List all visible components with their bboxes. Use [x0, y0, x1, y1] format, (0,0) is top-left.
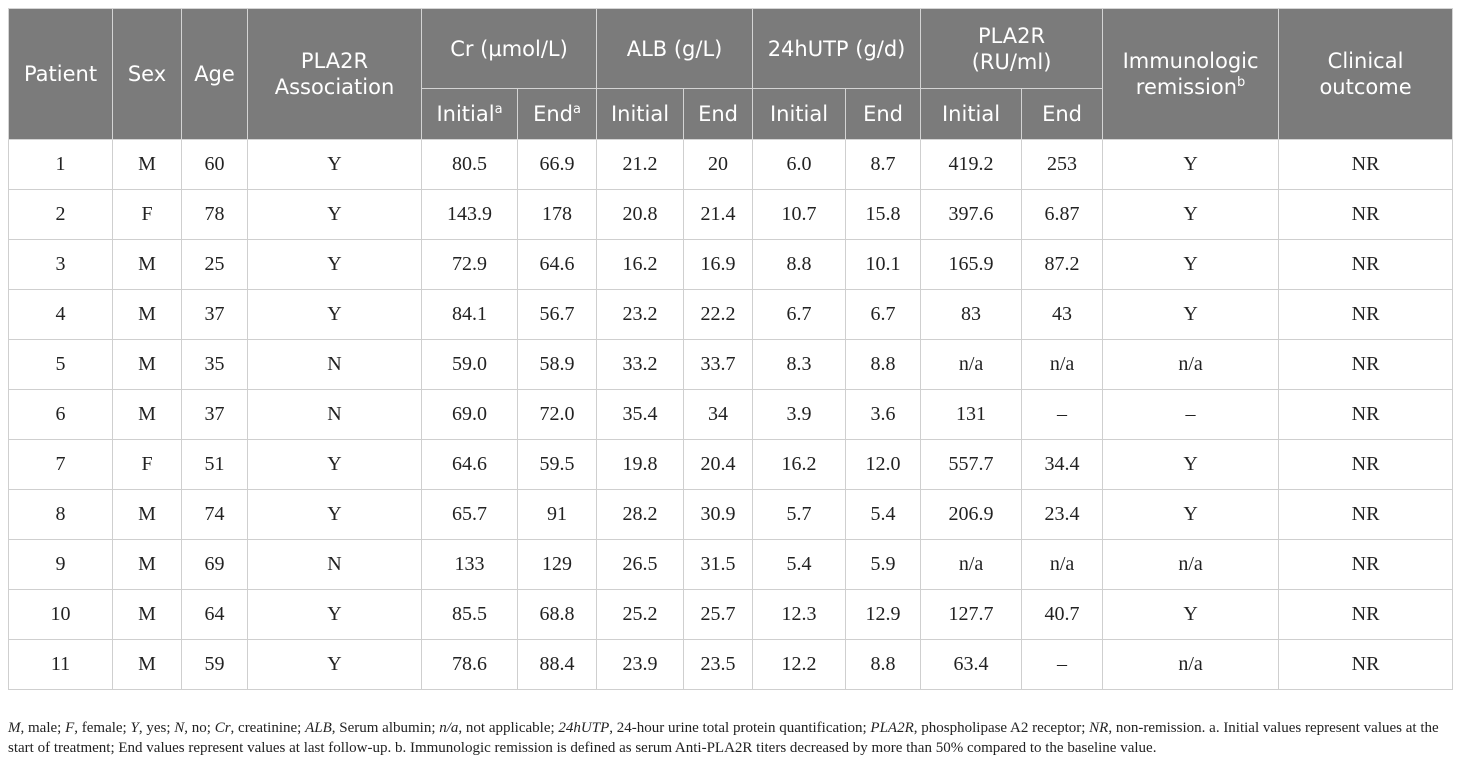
table-cell: 6.7 [846, 290, 921, 340]
table-cell: 68.8 [518, 590, 597, 640]
subheader-cr-initial: Initial$^a$ [422, 89, 518, 140]
table-cell: 43 [1022, 290, 1103, 340]
table-row [9, 340, 1453, 390]
header-pla2r-ru-line2: (RU/ml) [971, 49, 1052, 74]
table-cell: 165.9 [921, 240, 1022, 290]
table-cell: 59.0 [422, 340, 518, 390]
table-cell: 37 [182, 290, 248, 340]
header-alb: ALB (g/L) [597, 9, 753, 89]
table-cell: 64.6 [422, 440, 518, 490]
table-cell: 59 [182, 640, 248, 690]
footnote-definition: , phospholipase A2 receptor; [913, 720, 1090, 736]
table-cell: 6.7 [753, 290, 846, 340]
table-cell: 178 [518, 190, 597, 240]
table-cell: – [1022, 390, 1103, 440]
table-cell: 74 [182, 490, 248, 540]
footnote-definition: , not applicable; [458, 720, 559, 736]
table-cell: 7 [9, 440, 113, 490]
header-sex: Sex [113, 9, 182, 140]
table-cell: 11 [9, 640, 113, 690]
table-cell: 8.8 [753, 240, 846, 290]
subheader-cr-end: End$^a$ [518, 89, 597, 140]
table-cell: 66.9 [518, 140, 597, 190]
table-cell: 22.2 [684, 290, 753, 340]
footnote-b: b. Immunologic remission is defined as serum Anti-PLA2R titers decreased by more than 50% compared to the baseline value. [394, 740, 1157, 756]
table-cell: Y [1103, 140, 1279, 190]
table-cell: 59.5 [518, 440, 597, 490]
table-cell: Y [248, 240, 422, 290]
table-cell: 23.9 [597, 640, 684, 690]
table-cell: 3.9 [753, 390, 846, 440]
table-cell: 20 [684, 140, 753, 190]
table-cell: 21.4 [684, 190, 753, 240]
table-cell: – [1022, 640, 1103, 690]
table-cell: N [248, 340, 422, 390]
table-cell: 19.8 [597, 440, 684, 490]
table-cell: NR [1279, 340, 1453, 390]
table-cell: M [113, 240, 182, 290]
table-cell: 10.7 [753, 190, 846, 240]
table-cell: 6.0 [753, 140, 846, 190]
table-cell: 3 [9, 240, 113, 290]
table-cell: 21.2 [597, 140, 684, 190]
header-clinical-line1: Clinical [1327, 49, 1404, 73]
header-immunologic-sup: b [1237, 75, 1246, 90]
table-cell: 84.1 [422, 290, 518, 340]
table-cell: 64 [182, 590, 248, 640]
table-cell: 60 [182, 140, 248, 190]
table-cell: 16.2 [597, 240, 684, 290]
table-cell: 5.4 [846, 490, 921, 540]
table-cell: 16.9 [684, 240, 753, 290]
table-cell: n/a [1103, 640, 1279, 690]
table-row [9, 640, 1453, 690]
table-cell: 25 [182, 240, 248, 290]
table-cell: M [113, 490, 182, 540]
table-cell: N [248, 540, 422, 590]
table-row [9, 440, 1453, 490]
table-cell: 143.9 [422, 190, 518, 240]
table-cell: 10 [9, 590, 113, 640]
header-24hutp: 24hUTP (g/d) [753, 9, 921, 89]
table-cell: 25.7 [684, 590, 753, 640]
table-cell: NR [1279, 190, 1453, 240]
table-cell: 419.2 [921, 140, 1022, 190]
table-cell: 127.7 [921, 590, 1022, 640]
table-cell: Y [248, 290, 422, 340]
table-cell: 8.8 [846, 340, 921, 390]
footnote-definition: , female; [74, 720, 131, 736]
table-cell: 12.2 [753, 640, 846, 690]
table-cell: 23.5 [684, 640, 753, 690]
footnote-a: a. Initial values represent values at the start of treatment; End values represent values at last follow-up. [8, 720, 1439, 756]
table-cell: 206.9 [921, 490, 1022, 540]
table-cell: Y [1103, 290, 1279, 340]
footnote-abbreviations [8, 720, 1209, 736]
table-cell: 80.5 [422, 140, 518, 190]
table-cell: n/a [1103, 540, 1279, 590]
table-cell: 3.6 [846, 390, 921, 440]
table-cell: 129 [518, 540, 597, 590]
table-cell: 6.87 [1022, 190, 1103, 240]
footnote-term: N [174, 720, 185, 736]
table-cell: 31.5 [684, 540, 753, 590]
table-cell: n/a [1022, 340, 1103, 390]
table-cell: Y [248, 590, 422, 640]
table-cell: M [113, 590, 182, 640]
table-cell: 557.7 [921, 440, 1022, 490]
table-cell: NR [1279, 640, 1453, 690]
table-cell: Y [248, 140, 422, 190]
footnote-definition: , 24-hour urine total protein quantification; [609, 720, 871, 736]
table-cell: 133 [422, 540, 518, 590]
table-cell: 78.6 [422, 640, 518, 690]
header-immunologic-line1: Immunologic [1122, 49, 1259, 73]
table-cell: 28.2 [597, 490, 684, 540]
table-container [8, 8, 1452, 690]
table-cell: 65.7 [422, 490, 518, 540]
table-cell: 37 [182, 390, 248, 440]
table-cell: n/a [1022, 540, 1103, 590]
table-cell: Y [1103, 240, 1279, 290]
footnote-definition: , Serum albumin; [331, 720, 440, 736]
footnote-definition: , male; [20, 720, 66, 736]
footnote-term: n/a [439, 720, 459, 736]
table-cell: 51 [182, 440, 248, 490]
table-cell: 34.4 [1022, 440, 1103, 490]
footnote-term: ALB [305, 720, 332, 736]
table-cell: 85.5 [422, 590, 518, 640]
table-cell: Y [1103, 590, 1279, 640]
subheader-pla2r-end: End [1022, 89, 1103, 140]
table-cell: 10.1 [846, 240, 921, 290]
table-cell: 58.9 [518, 340, 597, 390]
header-clinical-outcome [1279, 9, 1453, 140]
table-cell: 20.4 [684, 440, 753, 490]
table-row [9, 190, 1453, 240]
table-cell: 35 [182, 340, 248, 390]
table-cell: 12.3 [753, 590, 846, 640]
footnote-definition: , creatinine; [230, 720, 306, 736]
table-cell: 69.0 [422, 390, 518, 440]
table-cell: 33.7 [684, 340, 753, 390]
table-cell: NR [1279, 390, 1453, 440]
table-cell: n/a [921, 540, 1022, 590]
table-cell: 23.2 [597, 290, 684, 340]
subheader-alb-end: End [684, 89, 753, 140]
table-cell: 25.2 [597, 590, 684, 640]
footnote-term: 24hUTP [558, 720, 610, 736]
table-row [9, 490, 1453, 540]
footnote-term: Cr [214, 720, 231, 736]
table-cell: 23.4 [1022, 490, 1103, 540]
header-clinical-line2: outcome [1319, 75, 1412, 99]
table-cell: 78 [182, 190, 248, 240]
table-row [9, 290, 1453, 340]
table-row [9, 140, 1453, 190]
table-cell: 15.8 [846, 190, 921, 240]
table-cell: NR [1279, 290, 1453, 340]
table-cell: 12.9 [846, 590, 921, 640]
table-cell: 63.4 [921, 640, 1022, 690]
footnote-term: F [65, 720, 75, 736]
table-cell: Y [248, 490, 422, 540]
table-cell: 8 [9, 490, 113, 540]
table-cell: Y [1103, 440, 1279, 490]
table-cell: 26.5 [597, 540, 684, 590]
table-cell: 2 [9, 190, 113, 240]
table-cell: 72.9 [422, 240, 518, 290]
table-cell: NR [1279, 540, 1453, 590]
table-header [9, 9, 1453, 140]
header-immunologic-line2: remission [1135, 75, 1238, 99]
table-cell: M [113, 340, 182, 390]
table-cell: N [248, 390, 422, 440]
table-cell: 72.0 [518, 390, 597, 440]
table-cell: 5.9 [846, 540, 921, 590]
table-cell: NR [1279, 490, 1453, 540]
table-cell: n/a [1103, 340, 1279, 390]
table-cell: NR [1279, 240, 1453, 290]
table-cell: 5.4 [753, 540, 846, 590]
table-row [9, 540, 1453, 590]
footnote-term: M [8, 720, 21, 736]
subheader-alb-initial: Initial [597, 89, 684, 140]
table-cell: Y [248, 190, 422, 240]
table-cell: – [1103, 390, 1279, 440]
table-cell: 12.0 [846, 440, 921, 490]
footnote-term: PLA2R [870, 720, 914, 736]
header-cr: Cr (µmol/L) [422, 9, 597, 89]
table-cell: 397.6 [921, 190, 1022, 240]
table-cell: 16.2 [753, 440, 846, 490]
table-cell: M [113, 140, 182, 190]
table-cell: 253 [1022, 140, 1103, 190]
table-cell: Y [248, 640, 422, 690]
header-pla2r-association-line2: Association [274, 75, 395, 99]
table-cell: M [113, 540, 182, 590]
table-footnote [8, 718, 1452, 758]
footnote-definition: , non-remission. [1108, 720, 1210, 736]
table-cell: 40.7 [1022, 590, 1103, 640]
table-cell: M [113, 290, 182, 340]
table-cell: 6 [9, 390, 113, 440]
table-cell: 5.7 [753, 490, 846, 540]
table-cell: M [113, 640, 182, 690]
table-cell: 87.2 [1022, 240, 1103, 290]
table-cell: Y [248, 440, 422, 490]
table-cell: F [113, 440, 182, 490]
table-cell: 4 [9, 290, 113, 340]
header-pla2r-association [248, 9, 422, 140]
header-pla2r-association-line1: PLA2R [300, 49, 369, 73]
header-age: Age [182, 9, 248, 140]
header-immunologic-remission [1103, 9, 1279, 140]
table-cell: n/a [921, 340, 1022, 390]
table-cell: 8.3 [753, 340, 846, 390]
table-cell: 33.2 [597, 340, 684, 390]
footnote-term: Y [130, 720, 139, 736]
table-body [9, 140, 1453, 690]
table-cell: 83 [921, 290, 1022, 340]
table-cell: 34 [684, 390, 753, 440]
subheader-utp-initial: Initial [753, 89, 846, 140]
table-cell: 30.9 [684, 490, 753, 540]
table-cell: 35.4 [597, 390, 684, 440]
table-cell: F [113, 190, 182, 240]
header-pla2r-ru-line1: PLA2R [977, 23, 1046, 48]
subheader-pla2r-initial: Initial [921, 89, 1022, 140]
table-cell: NR [1279, 440, 1453, 490]
subheader-utp-end: End [846, 89, 921, 140]
table-row [9, 590, 1453, 640]
table-row [9, 240, 1453, 290]
table-cell: 88.4 [518, 640, 597, 690]
table-cell: 56.7 [518, 290, 597, 340]
table-row [9, 390, 1453, 440]
header-pla2r-ru [921, 9, 1103, 89]
table-cell: Y [1103, 190, 1279, 240]
table-cell: 69 [182, 540, 248, 590]
patient-table [8, 8, 1453, 690]
table-cell: 9 [9, 540, 113, 590]
table-cell: 8.8 [846, 640, 921, 690]
table-cell: 91 [518, 490, 597, 540]
table-cell: 1 [9, 140, 113, 190]
table-cell: Y [1103, 490, 1279, 540]
table-cell: 64.6 [518, 240, 597, 290]
table-cell: NR [1279, 590, 1453, 640]
header-patient: Patient [9, 9, 113, 140]
table-cell: 5 [9, 340, 113, 390]
table-cell: 8.7 [846, 140, 921, 190]
table-cell: NR [1279, 140, 1453, 190]
footnote-definition: , no; [184, 720, 215, 736]
table-cell: M [113, 390, 182, 440]
footnote-definition: , yes; [138, 720, 175, 736]
footnote-term: NR [1089, 720, 1109, 736]
table-cell: 20.8 [597, 190, 684, 240]
table-cell: 131 [921, 390, 1022, 440]
